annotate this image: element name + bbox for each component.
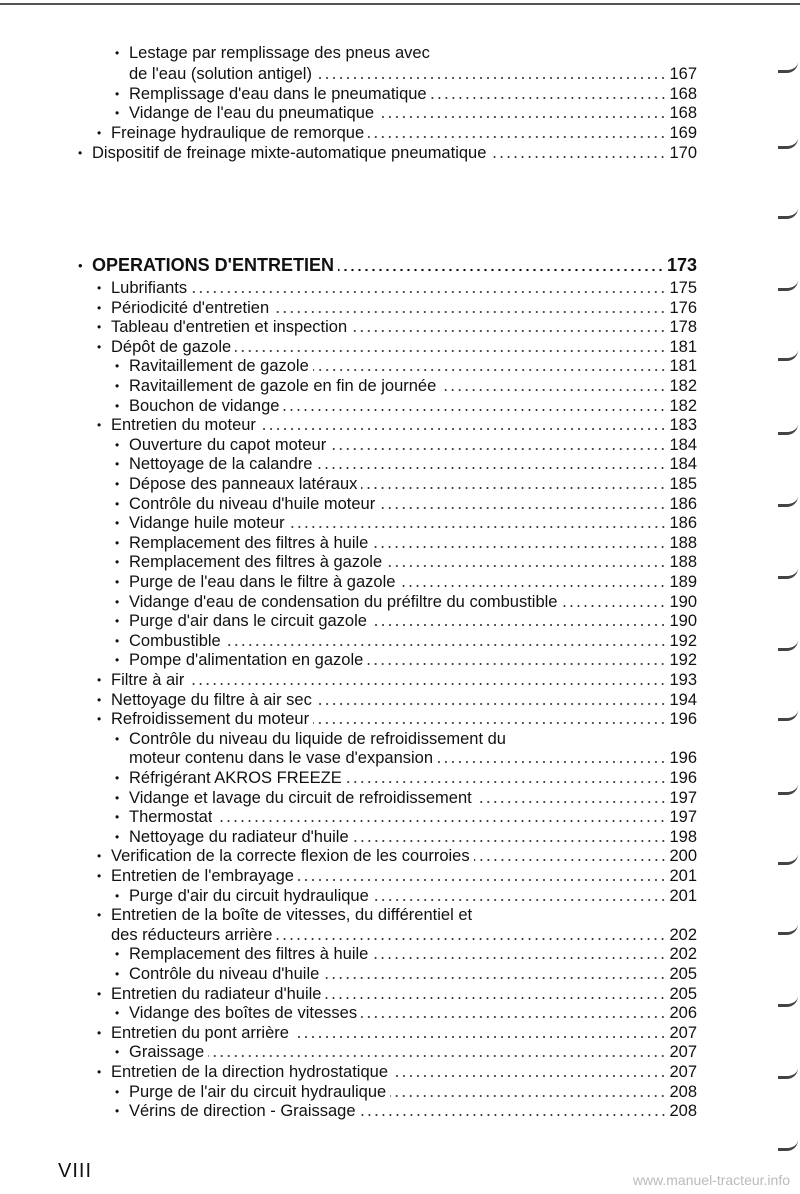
toc-entry-title: Ravitaillement de gazole en fin de journée <box>129 377 437 395</box>
bullet: • <box>97 1065 102 1079</box>
bullet: • <box>115 1084 120 1099</box>
dot-leader <box>378 115 666 119</box>
toc-entry-page: 192 <box>669 631 697 650</box>
toc-entry <box>115 807 697 828</box>
toc-entry-title: Nettoyage du filtre à air sec <box>111 690 312 709</box>
toc-entry-title: Entretien de la boîte de vitesses, du différentiel et <box>111 906 473 925</box>
toc-entry-title: Combustible <box>129 631 221 650</box>
toc-entry-title: Contrôle du niveau d'huile <box>129 965 320 983</box>
toc-entry <box>97 278 697 299</box>
toc-entry-page: 205 <box>669 965 697 983</box>
toc-entry-page: 188 <box>669 533 697 552</box>
toc-entry-title: Ravitaillement de gazole <box>129 357 309 376</box>
toc-entry-title: Vidange d'eau de condensation du préfiltre du combustible <box>129 592 558 611</box>
toc-entry <box>115 474 697 495</box>
toc-entry <box>115 376 697 397</box>
dot-leader <box>474 858 667 862</box>
page-edge-mark <box>778 1068 798 1079</box>
dot-leader <box>316 466 666 470</box>
page-edge-mark <box>778 996 798 1007</box>
toc-entry-title: Vidange des boîtes de vitesses <box>129 1004 358 1023</box>
dot-leader <box>346 780 667 784</box>
toc-entry-title: Nettoyage de la calandre <box>129 455 313 474</box>
bullet: • <box>115 810 120 825</box>
toc-entry-page: 185 <box>669 475 697 493</box>
toc-entry-page: 197 <box>669 788 697 807</box>
bullet: • <box>115 594 120 609</box>
bullet: • <box>97 1025 102 1040</box>
toc-entry <box>97 846 697 867</box>
page-edge-mark <box>778 568 798 579</box>
toc-entry <box>115 513 697 534</box>
toc-entry-page: 182 <box>669 396 697 415</box>
toc-entry <box>115 454 697 475</box>
dot-leader <box>361 1015 666 1019</box>
dot-leader <box>392 1074 666 1078</box>
toc-entry-title: Dispositif de freinage mixte-automatique pneumatique <box>92 144 487 162</box>
toc-entry <box>115 748 697 769</box>
toc-entry <box>115 650 697 671</box>
toc-entry-page: 202 <box>669 925 697 944</box>
toc-entry-title: Remplacement des filtres à gazole <box>129 553 383 572</box>
toc-entry-title: Purge d'air du circuit hydraulique <box>129 886 369 905</box>
toc-entry-page: 201 <box>669 867 697 885</box>
bullet: • <box>115 359 120 374</box>
toc-entry <box>97 925 697 946</box>
dot-leader <box>371 623 667 627</box>
toc-entry-title: Refroidissement du moteur <box>111 710 310 729</box>
dot-leader <box>316 702 667 706</box>
toc-entry-page: 167 <box>669 65 697 83</box>
bullet: • <box>115 1104 120 1119</box>
toc-entry <box>115 592 697 613</box>
bullet: • <box>115 457 120 472</box>
dot-leader <box>273 310 666 314</box>
toc-entry <box>115 396 697 417</box>
toc-entry-page: 184 <box>669 455 697 474</box>
dot-leader <box>437 760 666 764</box>
bullet: • <box>115 398 120 413</box>
dot-leader <box>313 368 667 372</box>
toc-entry-title: Vidange de l'eau du pneumatique <box>129 104 375 122</box>
toc-entry <box>115 631 697 652</box>
dot-leader <box>313 721 666 725</box>
toc-entry <box>97 709 697 730</box>
toc-entry-title: Entretien du moteur <box>111 416 256 435</box>
toc-entry-title: Thermostat <box>129 808 213 827</box>
page-edge-mark <box>778 424 798 435</box>
dot-leader <box>368 135 666 139</box>
bullet: • <box>115 633 120 648</box>
toc-entry-page: 168 <box>669 85 697 103</box>
toc-entry-page: 207 <box>669 1063 697 1081</box>
toc-entry-title: Graissage <box>129 1043 205 1062</box>
toc-entry-page: 208 <box>669 1082 697 1101</box>
toc-entry-title: des réducteurs arrière <box>111 925 273 944</box>
bullet: • <box>97 418 102 433</box>
toc-entry <box>115 1101 697 1122</box>
toc-entry-page: 189 <box>669 573 697 591</box>
toc-entry <box>78 143 697 164</box>
toc-entry-page: 175 <box>669 279 697 297</box>
toc-entry <box>115 84 697 105</box>
toc-entry <box>115 533 697 554</box>
dot-leader <box>440 388 666 392</box>
dot-leader <box>490 155 666 159</box>
toc-entry <box>115 435 697 456</box>
toc-entry <box>115 944 697 965</box>
bullet: • <box>115 829 120 844</box>
toc-entry <box>97 415 697 436</box>
toc-entry-page: 184 <box>669 435 697 454</box>
bullet: • <box>115 87 120 101</box>
toc-entry <box>115 768 697 789</box>
toc-entry <box>115 886 697 907</box>
toc-entry-page: 206 <box>669 1004 697 1023</box>
dot-leader <box>353 839 667 843</box>
toc-entry-page: 196 <box>669 710 697 729</box>
dot-leader <box>188 682 666 686</box>
toc-entry <box>97 1062 697 1083</box>
toc-entry-title: Réfrigérant AKROS FREEZE <box>129 769 342 787</box>
toc-entry-page: 169 <box>669 124 697 142</box>
toc-entry <box>97 984 697 1005</box>
toc-entry-page: 207 <box>669 1043 697 1062</box>
bullet: • <box>97 908 102 923</box>
toc-entry <box>97 298 697 319</box>
toc-entry <box>97 866 697 887</box>
toc-entry-page: 197 <box>669 808 697 827</box>
toc-entry <box>97 690 697 711</box>
toc-entry-title: Verification de la correcte flexion de les courroies <box>111 847 470 866</box>
toc-entry-title: Pompe d'alimentation en gazole <box>129 651 364 670</box>
toc-entry-page: 201 <box>669 886 697 905</box>
dot-leader <box>293 1035 667 1039</box>
toc-entry <box>115 1003 697 1024</box>
page-number: VIII <box>58 1160 93 1182</box>
toc-entry-title: Vidange huile moteur <box>129 514 285 533</box>
page-edge-mark <box>778 280 798 291</box>
dot-leader <box>323 976 666 980</box>
toc-entry-page: 193 <box>669 671 697 689</box>
dot-leader <box>372 956 666 960</box>
dot-leader <box>351 329 666 333</box>
bullet: • <box>97 849 102 864</box>
page-edge-mark <box>778 710 798 721</box>
toc-entry <box>115 356 697 377</box>
dot-leader <box>561 604 666 608</box>
bullet: • <box>115 1006 120 1021</box>
toc-entry-title: de l'eau (solution antigel) <box>129 65 312 83</box>
toc-entry-title: Contrôle du niveau du liquide de refroidissement du <box>129 729 506 748</box>
toc-entry-title: Bouchon de vidange <box>129 396 280 415</box>
dot-leader <box>367 662 666 666</box>
toc-entry-title: Purge de l'eau dans le filtre à gazole <box>129 573 396 591</box>
toc-entry-page: 188 <box>669 553 697 572</box>
toc-entry-title: Entretien du radiateur d'huile <box>111 984 322 1003</box>
toc-entry-title: Entretien de l'embrayage <box>111 867 294 885</box>
toc-entry-page: 170 <box>669 144 697 162</box>
bullet: • <box>97 281 102 295</box>
dot-leader <box>379 506 666 510</box>
toc-entry <box>115 611 697 632</box>
bullet: • <box>115 614 120 629</box>
toc-entry <box>115 788 697 809</box>
toc-entry-title: Purge d'air dans le circuit gazole <box>129 612 367 631</box>
bullet: • <box>97 869 102 883</box>
bullet: • <box>97 300 102 315</box>
toc-entry-page: 176 <box>669 298 697 317</box>
page-edge-mark <box>778 496 798 507</box>
toc-entry-title: Remplacement des filtres à huile <box>129 945 369 964</box>
toc-entry-title: OPERATIONS D'ENTRETIEN <box>92 255 334 275</box>
dot-leader <box>298 878 667 882</box>
toc-entry-page: 198 <box>669 827 697 846</box>
dot-leader <box>390 1094 666 1098</box>
dot-leader <box>316 76 667 80</box>
toc-entry-page: 173 <box>666 255 697 275</box>
bullet: • <box>115 437 120 452</box>
bullet: • <box>97 126 102 140</box>
bullet: • <box>97 692 102 707</box>
dot-leader <box>431 96 667 100</box>
dot-leader <box>360 1113 667 1117</box>
toc-entry <box>97 123 697 144</box>
bullet: • <box>115 575 120 589</box>
toc-entry <box>97 1023 697 1044</box>
toc-entry-title: Lubrifiants <box>111 279 188 297</box>
toc-entry-page: 194 <box>669 690 697 709</box>
toc-entry-title: Vidange et lavage du circuit de refroidissement <box>129 788 472 807</box>
dot-leader <box>276 937 666 941</box>
toc-entry-page: 205 <box>669 984 697 1003</box>
page-edge-mark <box>778 62 798 73</box>
dot-leader <box>338 268 664 272</box>
bullet: • <box>115 967 120 981</box>
bullet: • <box>97 673 102 687</box>
bullet: • <box>78 258 83 273</box>
dot-leader <box>386 564 666 568</box>
toc-entry-page: 186 <box>669 494 697 513</box>
toc-entry <box>97 317 697 338</box>
toc-entry <box>115 1082 697 1103</box>
toc-entry-title: Remplissage d'eau dans le pneumatique <box>129 85 427 103</box>
dot-leader <box>235 349 666 353</box>
toc-entry-page: 178 <box>669 318 697 337</box>
page-edge-mark <box>778 138 798 149</box>
bullet: • <box>115 771 120 785</box>
page-edge-mark <box>778 640 798 651</box>
dot-leader <box>476 800 667 804</box>
toc-entry-title: Purge de l'air du circuit hydraulique <box>129 1082 387 1101</box>
bullet: • <box>115 46 120 60</box>
toc-entry <box>115 43 697 64</box>
toc-entry-title: Ouverture du capot moteur <box>129 435 327 454</box>
bullet: • <box>115 888 120 903</box>
dot-leader <box>330 447 666 451</box>
toc-section-heading <box>78 255 697 277</box>
bullet: • <box>115 653 120 668</box>
toc-entry-page: 183 <box>669 416 697 435</box>
toc-entry-title: moteur contenu dans le vase d'expansion <box>129 749 434 768</box>
page-edge-mark <box>778 350 798 361</box>
bullet: • <box>97 320 102 335</box>
page-edge-mark <box>778 1140 798 1151</box>
page-edge-mark <box>778 924 798 935</box>
toc-entry <box>115 729 697 750</box>
toc-entry-title: Nettoyage du radiateur d'huile <box>129 827 349 846</box>
toc-entry-title: Dépôt de gazole <box>111 337 232 356</box>
toc-entry <box>115 64 697 85</box>
toc-entry-title: Vérins de direction - Graissage <box>129 1102 356 1121</box>
toc-entry-title: Entretien de la direction hydrostatique <box>111 1063 389 1081</box>
toc-entry-page: 207 <box>669 1023 697 1042</box>
toc-entry-title: Remplacement des filtres à huile <box>129 533 369 552</box>
toc-entry <box>97 337 697 358</box>
toc-entry <box>115 494 697 515</box>
dot-leader <box>399 584 666 588</box>
toc-entry-page: 181 <box>669 357 697 376</box>
toc-entry-title: Filtre à air <box>111 671 185 689</box>
toc-entry <box>97 670 697 691</box>
toc-entry-title: Entretien du pont arrière <box>111 1023 289 1042</box>
toc-entry <box>97 905 697 926</box>
bullet: • <box>97 986 102 1001</box>
bullet: • <box>97 339 102 354</box>
toc-entry-page: 196 <box>669 749 697 768</box>
dot-leader <box>260 427 667 431</box>
toc-entry-page: 208 <box>669 1102 697 1121</box>
toc-entry-page: 186 <box>669 514 697 533</box>
toc-entry <box>115 1042 697 1063</box>
bullet: • <box>115 106 120 120</box>
bullet: • <box>115 477 120 491</box>
bullet: • <box>78 146 83 160</box>
dot-leader <box>216 819 666 823</box>
dot-leader <box>325 996 666 1000</box>
toc-entry <box>115 103 697 124</box>
toc-entry-page: 200 <box>669 847 697 866</box>
page-edge-mark <box>778 854 798 865</box>
dot-leader <box>289 525 667 529</box>
dot-leader <box>283 408 666 412</box>
toc-entry-title: Lestage par remplissage des pneus avec <box>129 44 430 62</box>
dot-leader <box>361 486 666 490</box>
bullet: • <box>115 790 120 805</box>
page-edge-mark <box>778 208 798 219</box>
dot-leader <box>373 898 667 902</box>
toc-entry <box>115 552 697 573</box>
toc-entry-title: Tableau d'entretien et inspection <box>111 318 348 337</box>
toc-entry-title: Contrôle du niveau d'huile moteur <box>129 494 376 513</box>
toc-entry-page: 196 <box>669 769 697 787</box>
toc-entry <box>115 572 697 593</box>
toc-entry-title: Dépose des panneaux latéraux <box>129 475 358 493</box>
bullet: • <box>115 496 120 511</box>
toc-entry-page: 192 <box>669 651 697 670</box>
toc-entry-page: 168 <box>669 104 697 122</box>
page-edge-mark <box>778 784 798 795</box>
bullet: • <box>115 555 120 570</box>
toc-entry-page: 181 <box>669 337 697 356</box>
watermark: www.manuel-tracteur.info <box>632 1172 790 1188</box>
dot-leader <box>191 290 666 294</box>
bullet: • <box>115 731 120 746</box>
toc-entry-page: 190 <box>669 592 697 611</box>
bullet: • <box>115 379 120 393</box>
dot-leader <box>225 643 667 647</box>
toc-entry <box>115 964 697 985</box>
dot-leader <box>208 1054 666 1058</box>
toc-entry-title: Périodicité d'entretien <box>111 298 270 317</box>
toc-entry-title: Freinage hydraulique de remorque <box>111 124 365 142</box>
bullet: • <box>115 947 120 962</box>
bullet: • <box>115 1045 120 1060</box>
toc-entry-page: 182 <box>669 377 697 395</box>
toc-entry-page: 202 <box>669 945 697 964</box>
toc-entry-page: 190 <box>669 612 697 631</box>
bullet: • <box>97 712 102 727</box>
bullet: • <box>115 516 120 531</box>
dot-leader <box>372 545 666 549</box>
top-rule <box>0 3 800 5</box>
toc-entry <box>115 827 697 848</box>
bullet: • <box>115 535 120 550</box>
